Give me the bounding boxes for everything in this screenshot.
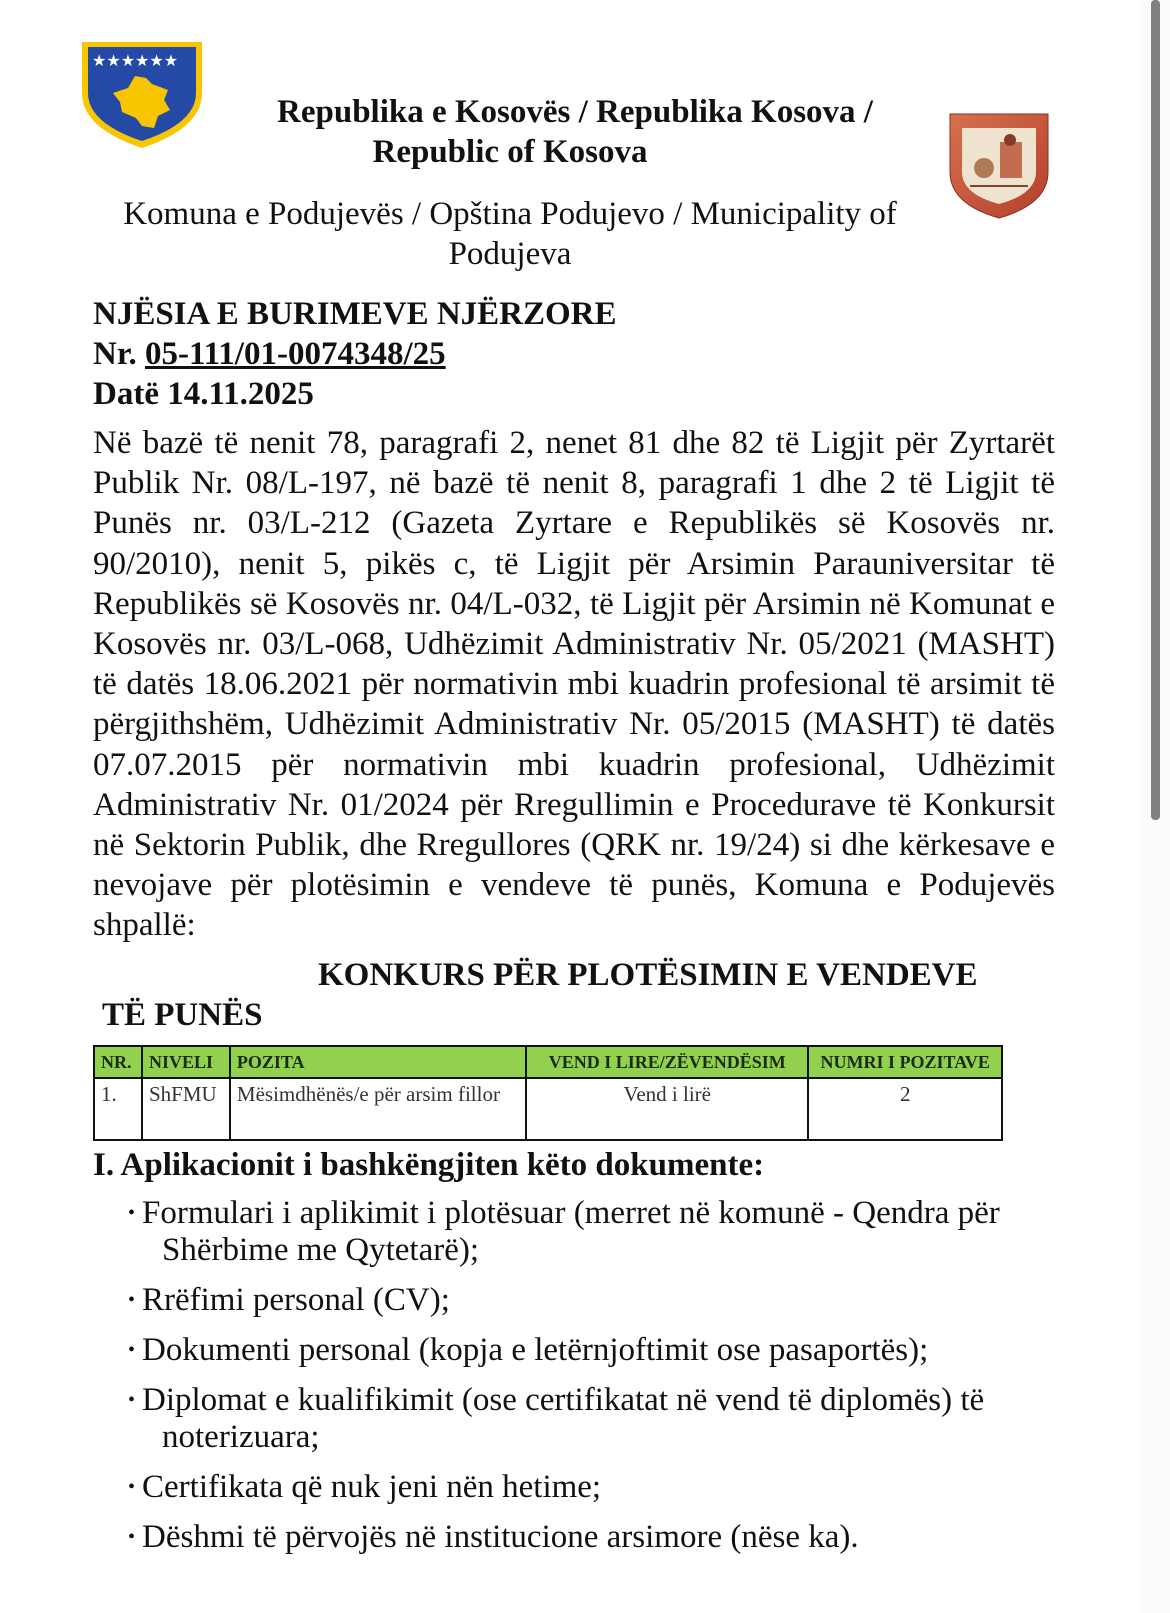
col-niveli: NIVELI (142, 1046, 230, 1078)
col-pozita: POZITA (230, 1046, 526, 1078)
cell-niveli: ShFMU (142, 1078, 230, 1140)
reference-number-row (93, 334, 617, 374)
unit-name: NJËSIA E BURIMEVE NJËRZORE (93, 296, 617, 332)
scrollbar-thumb[interactable] (1151, 0, 1160, 820)
date-row (93, 374, 617, 414)
list-item: • Dëshmi të përvojës në institucione arsimore (nëse ka). (128, 1519, 859, 1555)
list-item: • Dokumenti personal (kopja e letërnjoftimit ose pasaportës); (128, 1332, 929, 1368)
date-value: 14.11.2025 (167, 376, 314, 412)
republic-title-line1: Republika e Kosovës / Republika Kosova / (277, 94, 873, 130)
cell-numri: 2 (808, 1078, 1002, 1140)
svg-text:★★★★★★: ★★★★★★ (92, 51, 179, 70)
documents-list (128, 1195, 1048, 1569)
positions-table (93, 1045, 1003, 1141)
konkurs-title-line2: TË PUNËS (102, 997, 263, 1033)
list-item: • Formulari i aplikimit i plotësuar (merret në komunë - Qendra për Shërbime me Qytetarë); (128, 1195, 1000, 1268)
documents-section-title: I. Aplikacionit i bashkëngjiten këto dokumente: (93, 1147, 765, 1183)
cell-pozita: Mësimdhënës/e për arsim fillor (230, 1078, 526, 1140)
list-item: • Rrëfimi personal (CV); (128, 1282, 450, 1318)
bullet-icon: • (128, 1526, 136, 1548)
bullet-icon: • (128, 1289, 136, 1311)
list-item: • Certifikata që nuk jeni nën hetime; (128, 1469, 602, 1505)
bullet-icon: • (128, 1339, 136, 1361)
municipality-title (95, 194, 925, 274)
table-header-row (94, 1046, 1002, 1078)
list-item: • Diplomat e kualifikimit (ose certifikatat në vend të diplomës) të noterizuara; (128, 1382, 985, 1455)
reference-block (93, 294, 617, 414)
municipality-line2: Podujeva (448, 236, 572, 272)
cell-nr: 1. (94, 1078, 142, 1140)
date-label: Datë (93, 376, 159, 412)
bullet-icon: • (128, 1476, 136, 1498)
konkurs-title-line1: KONKURS PËR PLOTËSIMIN E VENDEVE (318, 957, 978, 993)
republic-title-line2: Republic of Kosova (372, 134, 648, 170)
table-row (94, 1078, 1002, 1140)
legal-basis-paragraph: Në bazë të nenit 78, paragrafi 2, nenet 81 dhe 82 të Ligjit për Zyrtarët Publik Nr. 08/L-197, në bazë të nenit 8, paragrafi 1 dhe 2 të Ligjit të Punës nr. 03/L-212 (Gazeta Zyrtare e Republikës së Kosovës nr. 90/2010), nenit 5, pikës c, të Ligjit për Arsimin Parauniversitar të Republikës së Kosovës nr. 04/L-032, të Ligjit për Arsimin në Komunat e Kosovës nr. 03/L-068, Udhëzimit Administrativ Nr. 05/2021 (MASHT) të datës 18.06.2021 për normativin mbi kuadrin profesional të arsimit të përgjithshëm, Udhëzimit Administrativ Nr. 05/2015 (MASHT) të datës 07.07.2015 për normativin mbi kuadrin profesional, Udhëzimit Administrativ Nr. 01/2024 për Rregullimin e Procedurave të Konkursit në Sektorin Publik, dhe Rregullores (QRK nr. 19/24) si dhe kërkesave e nevojave për plotësimin e vendeve të punës, Komuna e Podujevës shpallë: (93, 425, 1055, 944)
col-nr: NR. (94, 1046, 142, 1078)
cell-vend: Vend i lirë (526, 1078, 808, 1140)
bullet-icon: • (128, 1389, 136, 1411)
col-numri: NUMRI I POZITAVE (808, 1046, 1002, 1078)
number-label: Nr. (93, 336, 137, 372)
republic-title (0, 92, 1150, 172)
municipality-line1: Komuna e Podujevës / Opština Podujevo / Municipality of (123, 196, 897, 232)
col-vend: VEND I LIRE/ZËVENDËSIM (526, 1046, 808, 1078)
reference-number: 05-111/01-0074348/25 (144, 336, 446, 372)
bullet-icon: • (128, 1202, 136, 1224)
